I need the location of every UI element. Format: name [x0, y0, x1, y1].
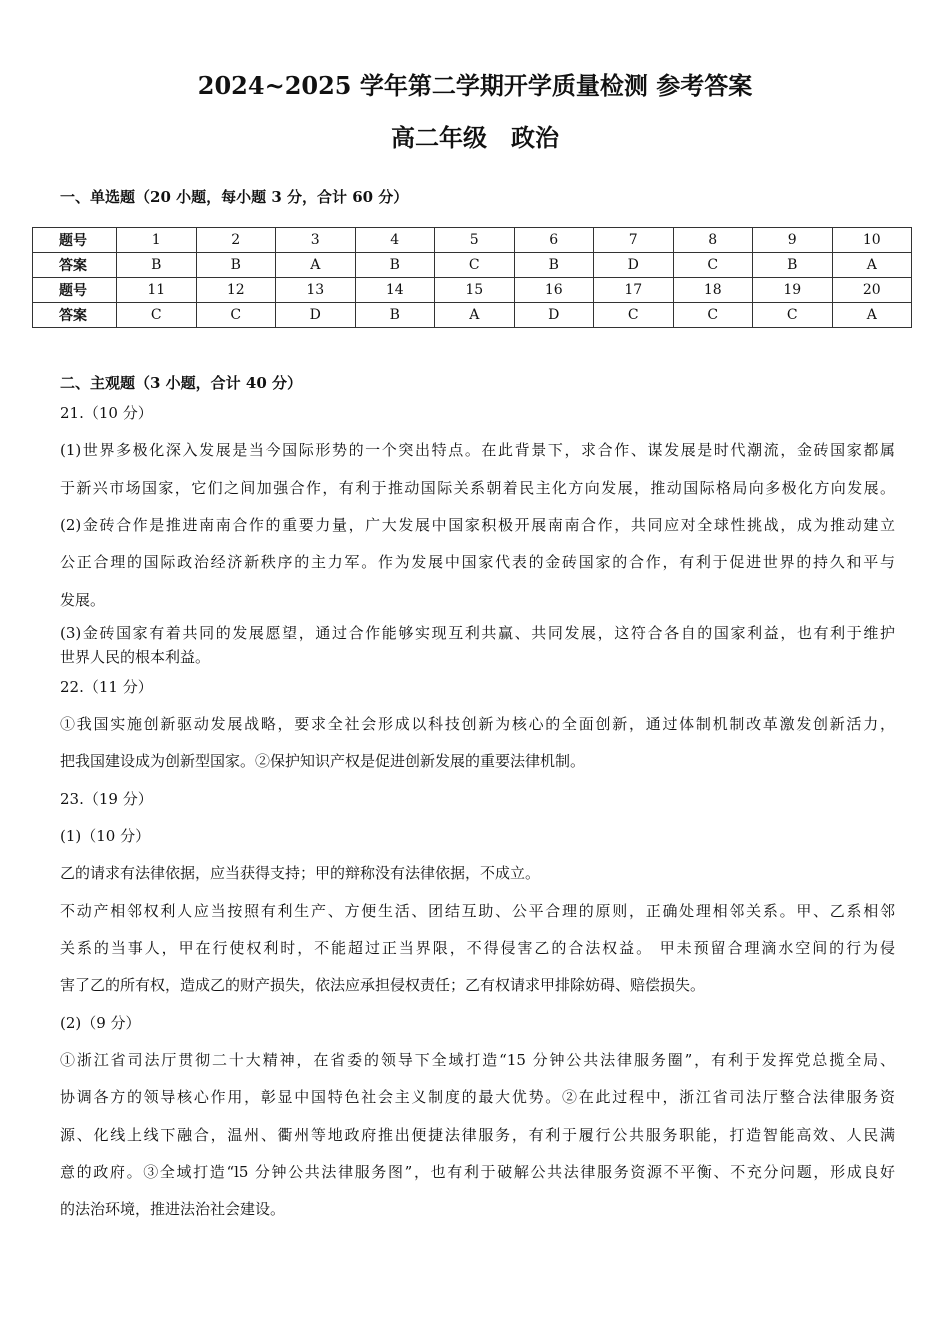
answer-cell: B [355, 253, 435, 278]
document-title: 2024~2025 学年第二学期开学质量检测 参考答案 [197, 71, 753, 100]
answer-cell: D [514, 303, 594, 328]
answer-line: 害了乙的所有权，造成乙的财产损失，依法应承担侵权责任；乙有权请求甲排除妨碍、赔偿损失。 [60, 976, 706, 994]
q23-heading: 23.（19 分） [60, 790, 153, 808]
question-number: 16 [514, 278, 594, 303]
section1-heading: 一、单选题（20 小题，每小题 3 分，合计 60 分） [60, 188, 409, 206]
document-subtitle: 高二年级 政治 [391, 123, 559, 152]
answer-line: 的法治环境，推进法治社会建设。 [60, 1200, 286, 1218]
answer-line: 发展。 [60, 591, 106, 609]
q23-part2-heading: (2)（9 分） [60, 1014, 141, 1032]
answer-line: 把我国建设成为创新型国家。②保护知识产权是促进创新发展的重要法律机制。 [60, 752, 586, 770]
q21-heading: 21.（10 分） [60, 404, 153, 422]
question-number: 5 [435, 228, 515, 253]
question-number: 10 [832, 228, 912, 253]
answer-line: 乙的请求有法律依据，应当获得支持；甲的辩称没有法律依据，不成立。 [60, 864, 541, 882]
answer-cell: B [196, 253, 276, 278]
table-row [33, 303, 912, 328]
answer-cell: B [117, 253, 197, 278]
answer-line: (2)金砖合作是推进南南合作的重要力量，广大发展中国家积极开展南南合作，共同应对全球性挑战，成为推动建立 [60, 516, 895, 534]
question-number: 1 [117, 228, 197, 253]
section2-heading: 二、主观题（3 小题，合计 40 分） [60, 374, 302, 392]
question-number: 19 [753, 278, 833, 303]
answer-cell: A [276, 253, 356, 278]
answer-line: 源、化线上线下融合，温州、衢州等地政府推出便捷法律服务，有利于履行公共服务职能，打造智能高效、人民满 [60, 1126, 895, 1144]
question-number: 14 [355, 278, 435, 303]
answer-cell: B [514, 253, 594, 278]
answer-cell: C [673, 253, 753, 278]
answer-cell: D [594, 253, 674, 278]
question-number: 7 [594, 228, 674, 253]
answer-cell: D [276, 303, 356, 328]
answer-line: 不动产相邻权利人应当按照有利生产、方便生活、团结互助、公平合理的原则，正确处理相邻关系。甲、乙系相邻 [60, 902, 895, 920]
answer-cell: C [753, 303, 833, 328]
answer-cell: A [832, 253, 912, 278]
answer-line: 关系的当事人，甲在行使权利时，不能超过正当界限，不得侵害乙的合法权益。 甲未预留合理滴水空间的行为侵 [60, 939, 895, 957]
answer-line: 于新兴市场国家，它们之间加强合作，有利于推动国际关系朝着民主化方向发展，推动国际格局向多极化方向发展。 [60, 479, 895, 497]
answer-cell: A [832, 303, 912, 328]
answer-cell: B [355, 303, 435, 328]
q22-heading: 22.（11 分） [60, 678, 153, 696]
question-number: 13 [276, 278, 356, 303]
table-row [33, 278, 912, 303]
question-number: 9 [753, 228, 833, 253]
answer-line: ①浙江省司法厅贯彻二十大精神，在省委的领导下全域打造“15 分钟公共法律服务圈”，有利于发挥党总揽全局、 [60, 1051, 895, 1069]
table-row [33, 228, 912, 253]
question-number: 12 [196, 278, 276, 303]
row-label-question: 题号 [33, 228, 117, 253]
question-number: 18 [673, 278, 753, 303]
table-row [33, 253, 912, 278]
row-label-answer: 答案 [33, 303, 117, 328]
answer-line: ①我国实施创新驱动发展战略，要求全社会形成以科技创新为核心的全面创新，通过体制机制改革激发创新活力， [60, 715, 895, 733]
question-number: 3 [276, 228, 356, 253]
q23-part1-heading: (1)（10 分） [60, 827, 151, 845]
question-number: 4 [355, 228, 435, 253]
row-label-question: 题号 [33, 278, 117, 303]
answer-line: (1)世界多极化深入发展是当今国际形势的一个突出特点。在此背景下，求合作、谋发展是时代潮流，金砖国家都属 [60, 441, 895, 459]
answer-table [32, 227, 912, 328]
answer-cell: B [753, 253, 833, 278]
answer-cell: C [594, 303, 674, 328]
answer-line: 意的政府。③全域打造“l5 分钟公共法律服务图”，也有利于破解公共法律服务资源不平衡、不充分问题，形成良好 [60, 1163, 895, 1181]
answer-line: (3)金砖国家有着共同的发展愿望，通过合作能够实现互利共赢、共同发展，这符合各自的国家利益，也有利于维护 [60, 624, 895, 642]
question-number: 8 [673, 228, 753, 253]
answer-cell: A [435, 303, 515, 328]
question-number: 6 [514, 228, 594, 253]
answer-cell: C [673, 303, 753, 328]
answer-cell: C [196, 303, 276, 328]
answer-cell: C [435, 253, 515, 278]
question-number: 15 [435, 278, 515, 303]
question-number: 20 [832, 278, 912, 303]
answer-line: 世界人民的根本利益。 [60, 648, 211, 666]
row-label-answer: 答案 [33, 253, 117, 278]
answer-cell: C [117, 303, 197, 328]
question-number: 11 [117, 278, 197, 303]
answer-line: 公正合理的国际政治经济新秩序的主力军。作为发展中国家代表的金砖国家的合作，有利于促进世界的持久和平与 [60, 553, 895, 571]
question-number: 17 [594, 278, 674, 303]
question-number: 2 [196, 228, 276, 253]
answer-line: 协调各方的领导核心作用，彰显中国特色社会主义制度的最大优势。②在此过程中，浙江省司法厅整合法律服务资 [60, 1088, 895, 1106]
